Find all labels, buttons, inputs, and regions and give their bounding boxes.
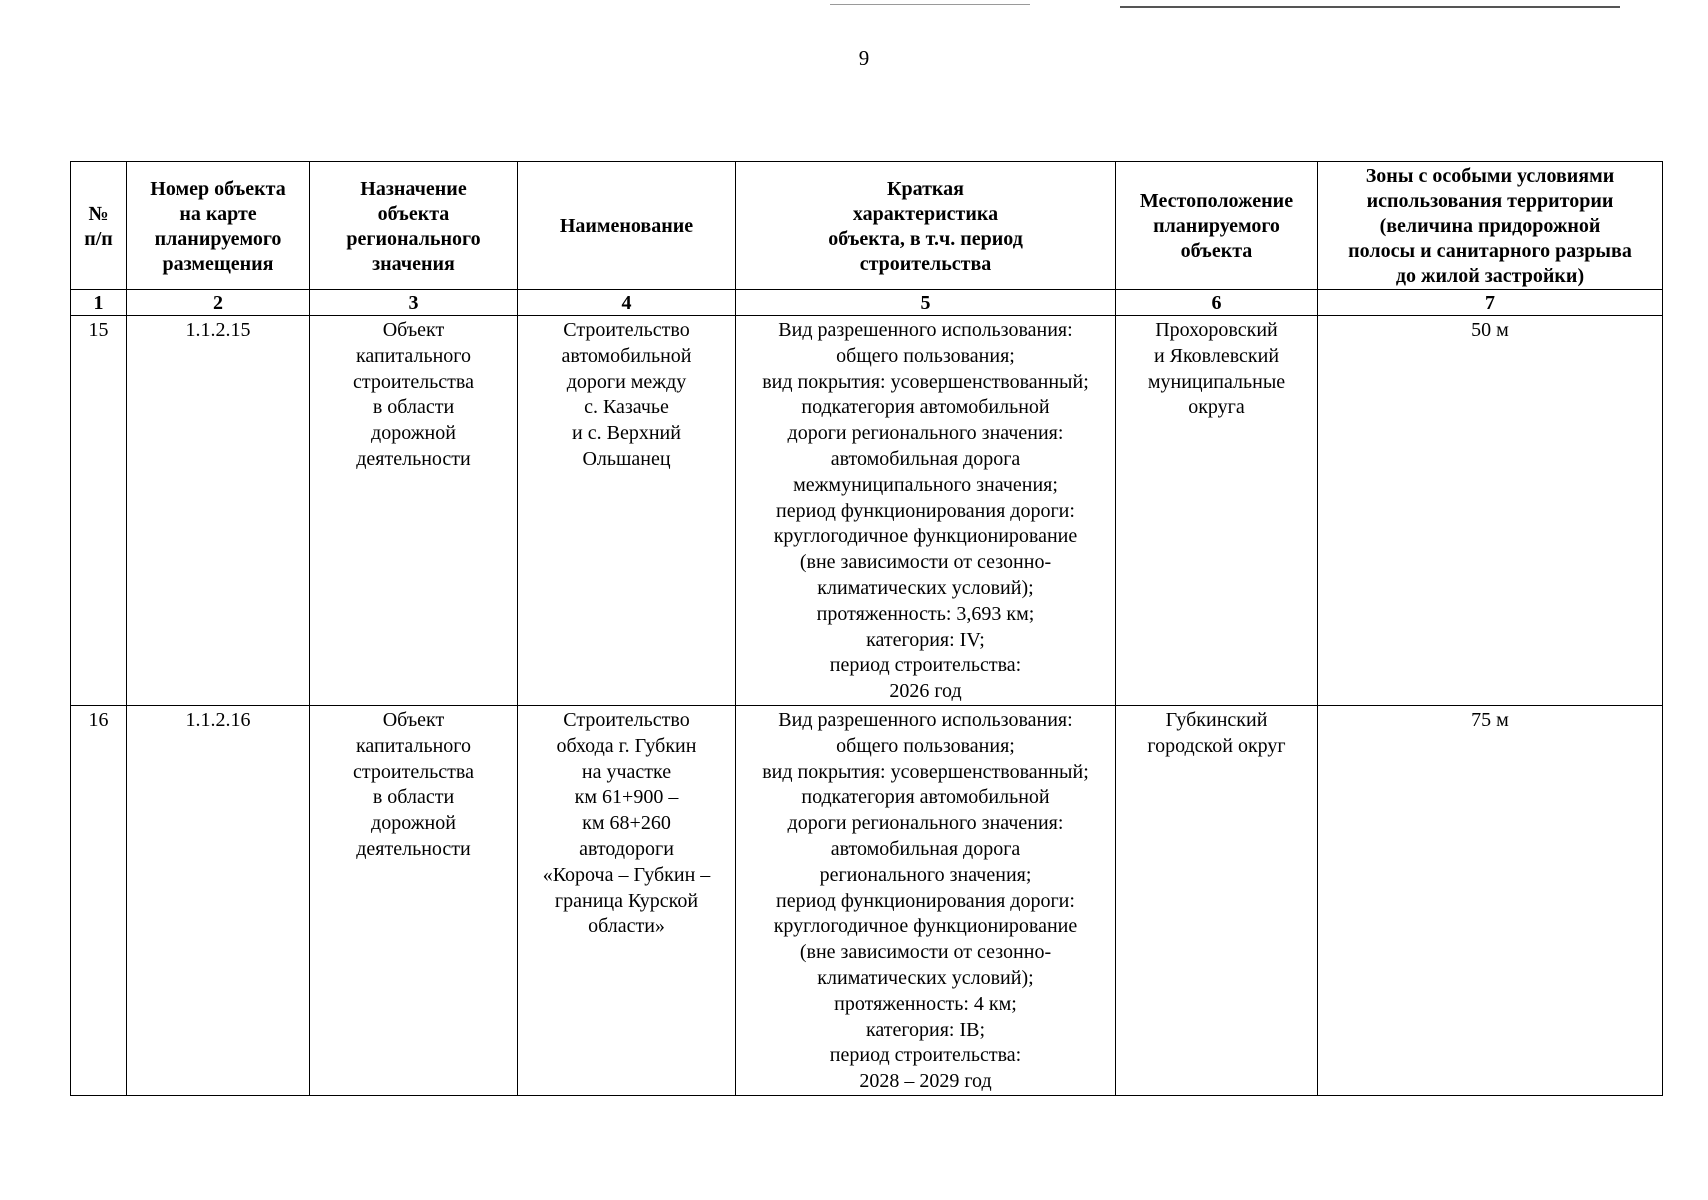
text-line: км 61+900 –	[574, 786, 679, 809]
text-line: Номер объекта	[150, 177, 286, 200]
text-line: климатических условий);	[817, 966, 1034, 989]
column-number: 4	[518, 290, 736, 316]
text-line: регионального значения;	[819, 863, 1032, 886]
cell-name	[518, 316, 736, 706]
text-line: общего пользования;	[836, 344, 1015, 367]
text-line: дороги регионального значения:	[787, 812, 1064, 835]
text-line: Объект	[382, 708, 445, 731]
text-line: и с. Верхний	[572, 422, 681, 445]
text-line: планируемого	[154, 227, 282, 250]
column-number: 1	[71, 290, 127, 316]
column-number: 5	[736, 290, 1116, 316]
text-line: планируемого	[1153, 215, 1280, 237]
text-line: (величина придорожной	[1379, 215, 1601, 237]
text-line: Прохоровский	[1155, 319, 1278, 341]
column-number: 3	[310, 290, 518, 316]
cell-location	[1116, 705, 1318, 1095]
header-cell-location	[1116, 162, 1318, 290]
text-line: характеристика	[852, 202, 999, 225]
cell-name	[518, 705, 736, 1095]
scan-artifact-line	[830, 4, 1030, 5]
header-cell-num	[71, 162, 127, 290]
header-cell-name	[518, 162, 736, 290]
text-line: использования территории	[1366, 190, 1614, 212]
header-row	[71, 162, 1663, 290]
objects-table	[70, 161, 1663, 1096]
text-line: обхода г. Губкин	[556, 734, 697, 757]
column-number: 7	[1318, 290, 1663, 316]
text-line: период строительства:	[829, 1044, 1022, 1067]
cell-characteristics	[736, 705, 1116, 1095]
text-line: дорожной	[371, 422, 456, 445]
table-row	[71, 316, 1663, 706]
text-line: автодороги	[579, 837, 674, 860]
text-line: круглогодичное функционирование	[773, 525, 1078, 548]
scan-artifact-line	[1120, 6, 1620, 8]
text-line: и Яковлевский	[1153, 344, 1280, 367]
cell-purpose	[310, 705, 518, 1095]
text-line: Местоположение	[1139, 190, 1294, 212]
page-number: 9	[858, 46, 870, 70]
text-line: Строительство	[563, 708, 690, 731]
text-line: дороги регионального значения:	[787, 422, 1064, 445]
text-line: подкатегория автомобильной	[801, 786, 1050, 809]
text-line: дороги между	[566, 370, 687, 393]
cell-num: 15	[71, 316, 127, 706]
header-cell-characteristics	[736, 162, 1116, 290]
text-line: полосы и санитарного разрыва	[1348, 240, 1632, 262]
text-line: вид покрытия: усовершенствованный;	[762, 370, 1089, 393]
text-line: размещения	[162, 252, 274, 275]
text-line: период функционирования дороги:	[776, 499, 1075, 522]
text-line: капитального	[356, 344, 471, 367]
text-line: автомобильной	[561, 344, 692, 367]
text-line: области»	[588, 915, 665, 938]
column-number: 2	[127, 290, 310, 316]
text-line: Ольшанец	[582, 447, 671, 470]
text-line: Строительство	[563, 319, 690, 341]
text-line: городской округ	[1147, 734, 1286, 757]
text-line: 2026 год	[889, 680, 962, 703]
text-line: с. Казачье	[584, 396, 669, 419]
text-line: дорожной	[371, 812, 456, 835]
text-line: Назначение	[360, 177, 467, 200]
text-line: протяженность: 4 км;	[834, 992, 1017, 1015]
text-line: Объект	[382, 319, 445, 341]
text-line: межмуниципального значения;	[793, 473, 1058, 496]
text-line: в области	[372, 786, 455, 809]
cell-zones: 75 м	[1318, 705, 1663, 1095]
text-line: климатических условий);	[817, 576, 1034, 599]
text-line: в области	[372, 396, 455, 419]
header-cell-zones	[1318, 162, 1663, 290]
text-line: км 68+260	[582, 812, 671, 835]
cell-zones: 50 м	[1318, 316, 1663, 706]
text-line: общего пользования;	[836, 734, 1015, 757]
text-line: автомобильная дорога	[830, 837, 1021, 860]
column-number: 6	[1116, 290, 1318, 316]
text-line: объекта	[377, 202, 450, 225]
text-line: №	[88, 202, 109, 225]
text-line: объекта, в т.ч. период	[828, 227, 1023, 250]
text-line: протяженность: 3,693 км;	[816, 602, 1035, 625]
text-line: вид покрытия: усовершенствованный;	[762, 760, 1089, 783]
text-line: на участке	[581, 760, 672, 783]
text-line: округа	[1188, 396, 1245, 419]
text-line: строительства	[859, 252, 992, 275]
cell-num: 16	[71, 705, 127, 1095]
text-line: деятельности	[356, 837, 471, 860]
text-line: период функционирования дороги:	[776, 889, 1075, 912]
text-line: строительства	[353, 370, 474, 393]
text-line: категория: IB;	[865, 1018, 986, 1041]
cell-characteristics	[736, 316, 1116, 706]
text-line: объекта	[1180, 240, 1253, 262]
text-line: регионального	[346, 227, 481, 250]
cell-location	[1116, 316, 1318, 706]
text-line: строительства	[353, 760, 474, 783]
header-cell-purpose	[310, 162, 518, 290]
header-cell-map-number	[127, 162, 310, 290]
text-line: до жилой застройки)	[1395, 265, 1585, 287]
text-line: (вне зависимости от сезонно-	[799, 941, 1052, 964]
text-line: 2028 – 2029 год	[859, 1070, 992, 1093]
text-line: Вид разрешенного использования:	[778, 708, 1073, 731]
text-line: (вне зависимости от сезонно-	[799, 551, 1052, 574]
text-line: Вид разрешенного использования:	[778, 319, 1073, 341]
cell-map-number: 1.1.2.15	[127, 316, 310, 706]
text-line: «Короча – Губкин –	[542, 863, 711, 886]
cell-purpose	[310, 316, 518, 706]
text-line: круглогодичное функционирование	[773, 915, 1078, 938]
text-line: граница Курской	[554, 889, 699, 912]
table-row	[71, 705, 1663, 1095]
text-line: категория: IV;	[866, 628, 985, 651]
text-line: Губкинский	[1165, 708, 1268, 731]
text-line: муниципальные	[1147, 370, 1286, 393]
text-line: на карте	[179, 202, 257, 225]
text-line: значения	[372, 252, 455, 275]
text-line: Наименование	[559, 215, 694, 237]
text-line: период строительства:	[829, 654, 1022, 677]
cell-map-number: 1.1.2.16	[127, 705, 310, 1095]
text-line: подкатегория автомобильной	[801, 396, 1050, 419]
text-line: автомобильная дорога	[830, 447, 1021, 470]
column-number-row	[71, 290, 1663, 316]
text-line: п/п	[84, 227, 113, 250]
text-line: Зоны с особыми условиями	[1365, 165, 1615, 187]
text-line: деятельности	[356, 447, 471, 470]
text-line: капитального	[356, 734, 471, 757]
text-line: Краткая	[887, 177, 964, 200]
